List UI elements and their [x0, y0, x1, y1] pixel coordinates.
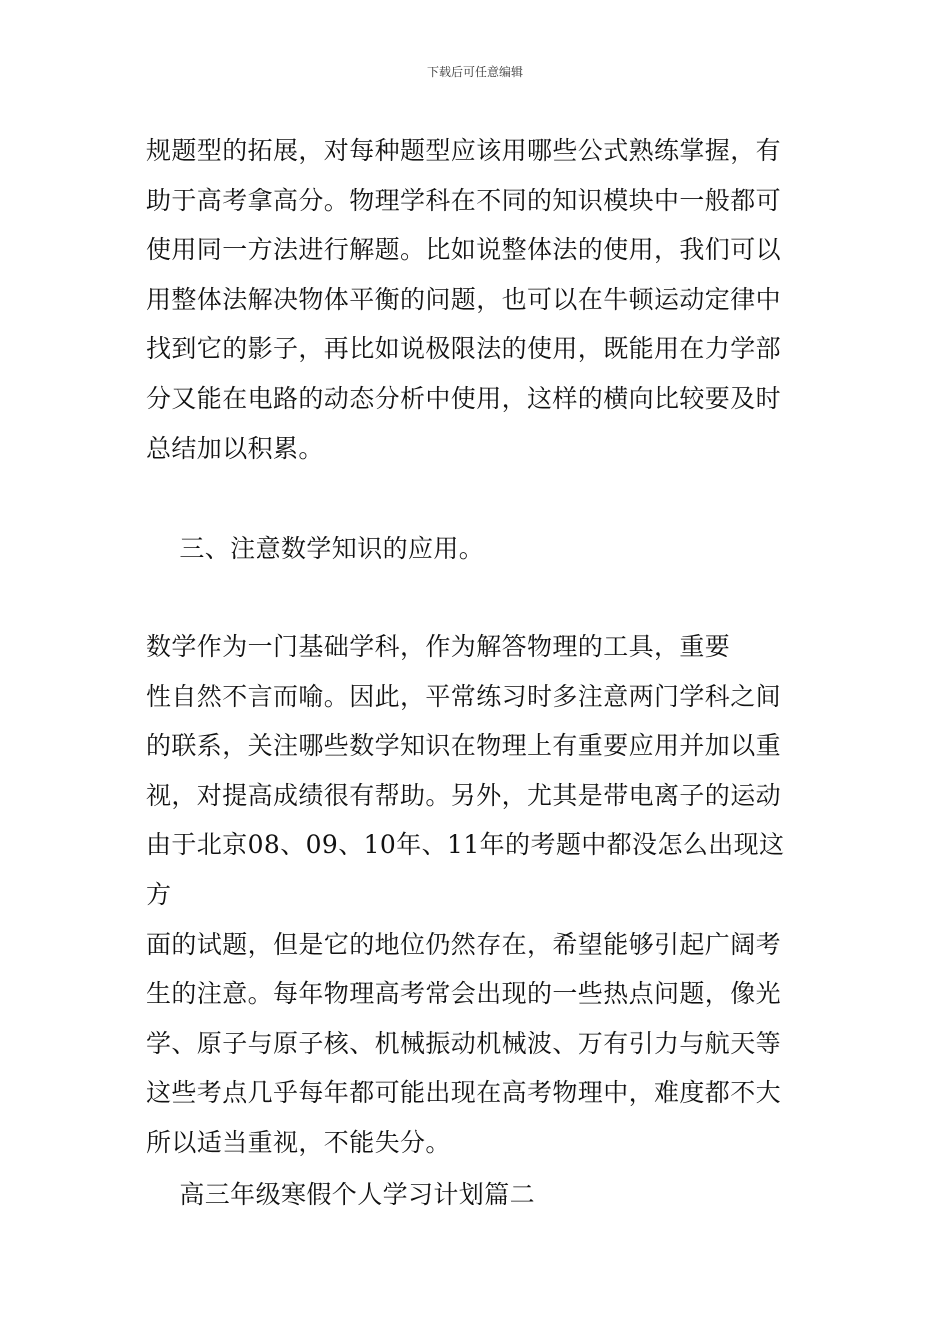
section-heading-3: 三、注意数学知识的应用。 — [146, 534, 485, 563]
body-paragraph-1: 规题型的拓展，对每种题型应该用哪些公式熟练掌握，有 助于高考拿高分。物理学科在不同的知识模块中一般都可 使用同一方法进行解题。比如说整体法的使用，我们可以 用整体法解决物体平衡的问题，也可以在牛顿运动定律中 找到它的影子，再比如说极限法的使用，既能用在力学部 分又能在电路的动态分析中使用，这样的横向比较要及时 总结加以积累。 — [146, 136, 782, 463]
body-paragraph-2: 数学作为一门基础学科，作为解答物理的工具，重要 性自然不言而喻。因此，平常练习时多注意两门学科之间 的联系，关注哪些数学知识在物理上有重要应用并加以重 视，对提高成绩很有帮助。另外，尤其是带电离子的运动 由于北京08、09、10年、11年的考题中都没怎么出现这方 面的试题，但是它的地位仍然存在，希望能够引起广阔考 生的注意。每年物理高考常会出现的一些热点问题，像光 学、原子与原子核、机械振动机械波、万有引力与航天等 这些考点几乎每年都可能出现在高考物理中，难度都不大 所以适当重视，不能失分。 — [146, 632, 785, 1157]
page-header: 下载后可任意编辑 — [426, 65, 523, 79]
next-section-heading: 高三年级寒假个人学习计划篇二 — [146, 1180, 535, 1209]
